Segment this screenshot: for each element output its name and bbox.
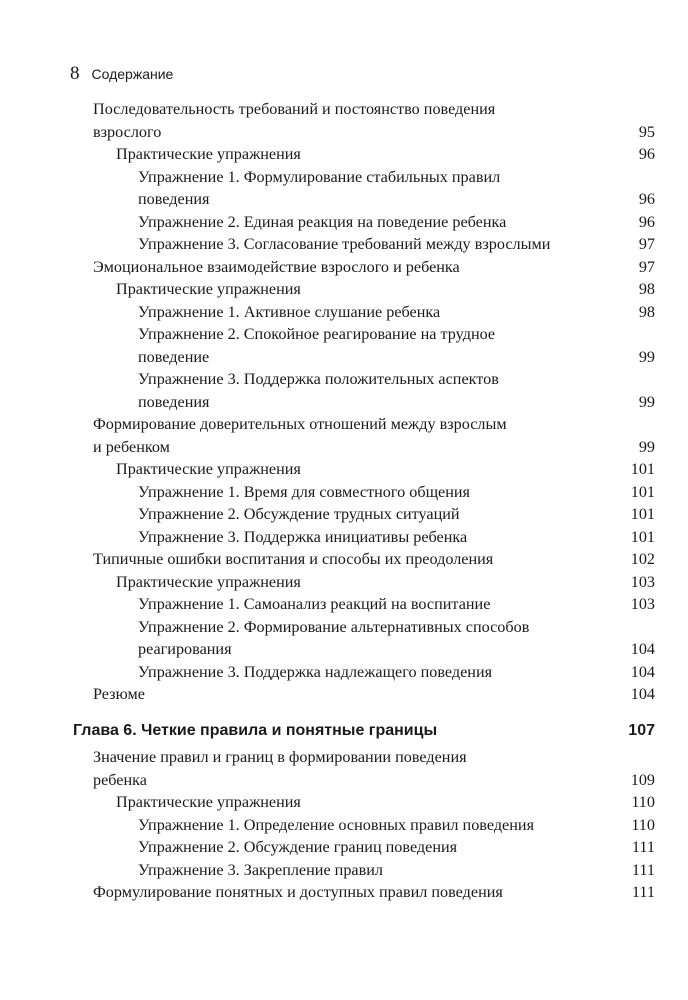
toc-entry-title: Практические упражнения	[116, 145, 301, 163]
toc-entry	[93, 256, 655, 279]
toc-page-number: 101	[630, 482, 655, 501]
toc-entry-title: Упражнение 1. Время для совместного общения	[138, 482, 470, 501]
toc-entry-title: Упражнение 2. Спокойное реагирование на трудное	[138, 325, 496, 343]
toc-entry-title: Упражнение 3. Согласование требований между взрослыми	[138, 235, 551, 253]
toc-entry-title: Резюме	[93, 685, 145, 703]
toc-entry-title: Типичные ошибки воспитания и способы их преодоления	[93, 550, 494, 568]
toc-entry	[93, 98, 655, 143]
toc-entry	[138, 166, 655, 211]
toc-entry-title: Упражнение 3. Закрепление правил	[138, 860, 384, 879]
toc-entry	[116, 278, 655, 301]
toc-entry	[138, 859, 655, 882]
toc-entry-title: ребенка	[93, 770, 147, 789]
toc-entry-title: Упражнение 2. Обсуждение трудных ситуаций	[138, 505, 460, 523]
toc-page-number: 104	[630, 662, 655, 681]
toc-page-number: 97	[638, 235, 655, 253]
toc-page-number: 110	[631, 815, 655, 834]
toc-page-number: 96	[638, 190, 655, 208]
toc-page-number: 99	[638, 347, 655, 366]
toc-entry	[138, 323, 655, 368]
toc-page-number: 97	[638, 257, 655, 276]
toc-entry-title: Последовательность требований и постоянство поведения	[93, 100, 496, 118]
toc-entry-title: Эмоциональное взаимодействие взрослого и ребенка	[93, 257, 460, 276]
toc-page-number: 111	[631, 860, 655, 879]
toc-page-number: 99	[638, 437, 655, 456]
toc-entry-title: Значение правил и границ в формировании поведения	[93, 748, 467, 766]
toc-page-number: 98	[638, 280, 655, 298]
toc-entry	[138, 211, 655, 234]
toc-page-number: 95	[638, 122, 655, 141]
toc-entry	[93, 548, 655, 571]
toc-page-number: 98	[638, 302, 655, 321]
toc-page-number: 110	[631, 793, 655, 811]
chapter-heading	[73, 720, 655, 743]
toc-page-number: 103	[630, 595, 655, 613]
toc-page-number: 96	[638, 212, 655, 231]
toc-page-number: 111	[631, 838, 655, 856]
toc-entry	[138, 616, 655, 661]
toc-page-number: 101	[630, 460, 655, 478]
toc-entry	[93, 413, 655, 458]
toc-page-number: 111	[631, 883, 655, 901]
toc-entry-title: Упражнение 2. Обсуждение границ поведения	[138, 838, 458, 856]
toc-entry	[138, 481, 655, 504]
toc-entry-title: Упражнение 3. Поддержка надлежащего поведения	[138, 662, 493, 681]
toc-page-number: 101	[630, 505, 655, 523]
toc-entry-title: Упражнение 1. Активное слушание ребенка	[138, 302, 441, 321]
toc-entry-title: Упражнение 1. Формулирование стабильных правил	[138, 167, 501, 186]
toc-entry	[138, 368, 655, 413]
toc-page-number: 107	[628, 721, 655, 739]
running-head	[70, 63, 173, 85]
toc-page-number: 99	[638, 392, 655, 411]
toc-page-number: 101	[630, 527, 655, 546]
toc-entry-title: поведения	[138, 392, 210, 411]
toc-entry-title: поведение	[138, 347, 210, 366]
toc-page-number: 103	[630, 572, 655, 591]
running-head-title: Содержание	[91, 66, 174, 82]
toc-entry-title: взрослого	[93, 122, 162, 141]
toc-entry	[138, 661, 655, 684]
toc-entry	[93, 881, 655, 904]
toc-entry-title: Упражнение 1. Самоанализ реакций на воспитание	[138, 595, 491, 613]
toc-page-number: 104	[630, 640, 655, 658]
toc-entry	[116, 571, 655, 594]
toc-entry-title: Практические упражнения	[116, 572, 301, 591]
toc-entry-title: Практические упражнения	[116, 460, 301, 478]
toc-entry-title: Практические упражнения	[116, 793, 301, 811]
toc-page-number: 104	[630, 685, 655, 703]
toc-entry-title: Упражнение 3. Поддержка положительных аспектов	[138, 370, 499, 388]
toc-entry-title: Формулирование понятных и доступных правил поведения	[93, 883, 503, 901]
toc-page-number: 102	[630, 550, 655, 568]
toc-page-number: 96	[638, 145, 655, 163]
page-number: 8	[70, 63, 80, 84]
toc-entry	[116, 458, 655, 481]
toc-entry-title: Упражнение 1. Определение основных правил поведения	[138, 815, 535, 834]
toc-entry	[93, 746, 655, 791]
toc-entry	[116, 791, 655, 814]
toc-entry-title: поведения	[138, 190, 210, 208]
toc-entry	[116, 143, 655, 166]
toc-entry-title: Практические упражнения	[116, 280, 301, 298]
toc-entry	[138, 593, 655, 616]
toc-entry	[138, 503, 655, 526]
toc-entry-title: Глава 6. Четкие правила и понятные границы	[73, 721, 438, 739]
toc-entry	[138, 233, 655, 256]
toc-entry	[138, 526, 655, 549]
toc-entry-title: реагирования	[138, 640, 232, 658]
toc-entry-title: Упражнение 2. Единая реакция на поведение ребенка	[138, 212, 507, 231]
toc-entry	[93, 683, 655, 706]
toc-entry	[138, 836, 655, 859]
toc-entry-title: Формирование доверительных отношений между взрослым	[93, 415, 507, 433]
toc-entry-title: Упражнение 3. Поддержка инициативы ребенка	[138, 527, 468, 546]
toc-page-number: 109	[630, 770, 655, 789]
toc-entry-title: Упражнение 2. Формирование альтернативных способов	[138, 617, 530, 636]
toc-entry-title: и ребенком	[93, 437, 170, 456]
toc-entry	[138, 301, 655, 324]
toc-entry	[138, 814, 655, 837]
